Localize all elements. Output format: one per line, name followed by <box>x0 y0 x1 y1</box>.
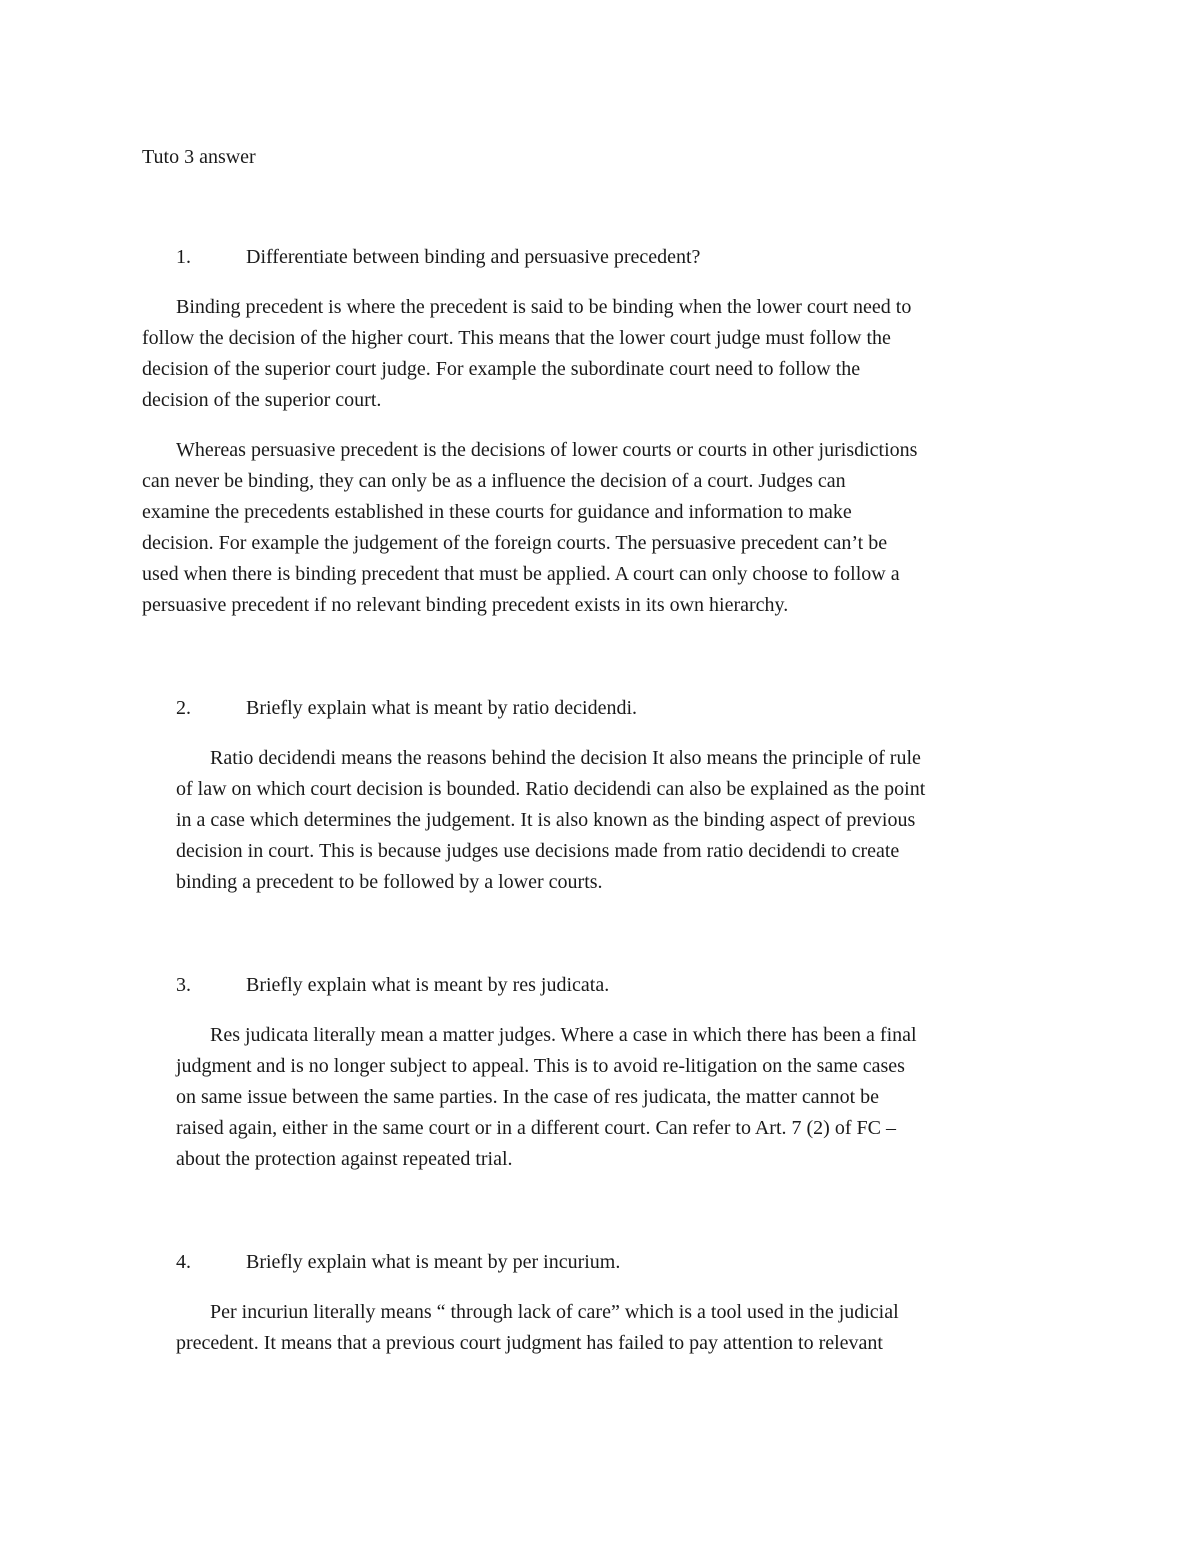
answer-1-paragraph-1 <box>142 292 911 416</box>
question-number: 4. <box>176 1251 191 1273</box>
answer-line: judgment and is no longer subject to appeal. This is to avoid re-litigation on the same cases <box>176 1055 905 1077</box>
answer-line: decision in court. This is because judges use decisions made from ratio decidendi to create <box>176 840 900 862</box>
question-text: Differentiate between binding and persuasive precedent? <box>246 246 701 268</box>
question-3 <box>176 970 609 1001</box>
answer-line: Binding precedent is where the precedent is said to be binding when the lower court need to <box>176 296 912 318</box>
answer-line: on same issue between the same parties. In the case of res judicata, the matter cannot be <box>176 1086 880 1108</box>
answer-line: Res judicata literally mean a matter judges. Where a case in which there has been a final <box>210 1024 917 1046</box>
question-1 <box>176 242 700 273</box>
answer-line: can never be binding, they can only be as a influence the decision of a court. Judges can <box>142 470 846 492</box>
question-text: Briefly explain what is meant by res judicata. <box>246 974 610 996</box>
answer-line: Per incuriun literally means “ through lack of care” which is a tool used in the judicial <box>210 1301 899 1323</box>
answer-line: precedent. It means that a previous court judgment has failed to pay attention to relevant <box>176 1332 883 1354</box>
answer-line: binding a precedent to be followed by a lower courts. <box>176 871 603 893</box>
answer-line: raised again, either in the same court or in a different court. Can refer to Art. 7 (2) of FC – <box>176 1117 896 1139</box>
answer-3-paragraph-1 <box>176 1020 917 1175</box>
answer-line: in a case which determines the judgement. It is also known as the binding aspect of previous <box>176 809 916 831</box>
answer-1-paragraph-2 <box>142 435 917 621</box>
question-number: 1. <box>176 246 191 268</box>
answer-line: persuasive precedent if no relevant binding precedent exists in its own hierarchy. <box>142 594 789 616</box>
answer-line: about the protection against repeated trial. <box>176 1148 513 1170</box>
answer-4-paragraph-1 <box>176 1297 899 1359</box>
question-text: Briefly explain what is meant by ratio decidendi. <box>246 697 637 719</box>
answer-line: of law on which court decision is bounded. Ratio decidendi can also be explained as the point <box>176 778 926 800</box>
answer-line: decision. For example the judgement of the foreign courts. The persuasive precedent can’t be <box>142 532 888 554</box>
question-number: 2. <box>176 697 191 719</box>
question-number: 3. <box>176 974 191 996</box>
answer-2-paragraph-1 <box>176 743 925 898</box>
answer-line: decision of the superior court. <box>142 389 382 411</box>
answer-line: used when there is binding precedent that must be applied. A court can only choose to follow a <box>142 563 900 585</box>
answer-line: decision of the superior court judge. For example the subordinate court need to follow the <box>142 358 861 380</box>
question-4 <box>176 1247 620 1278</box>
question-2 <box>176 693 637 724</box>
answer-line: Ratio decidendi means the reasons behind the decision It also means the principle of rule <box>210 747 921 769</box>
answer-line: Whereas persuasive precedent is the decisions of lower courts or courts in other jurisdictions <box>176 439 918 461</box>
answer-line: follow the decision of the higher court. This means that the lower court judge must follow the <box>142 327 891 349</box>
answer-line: examine the precedents established in these courts for guidance and information to make <box>142 501 852 523</box>
question-text: Briefly explain what is meant by per incurium. <box>246 1251 621 1273</box>
document-title: Tuto 3 answer <box>142 146 256 168</box>
